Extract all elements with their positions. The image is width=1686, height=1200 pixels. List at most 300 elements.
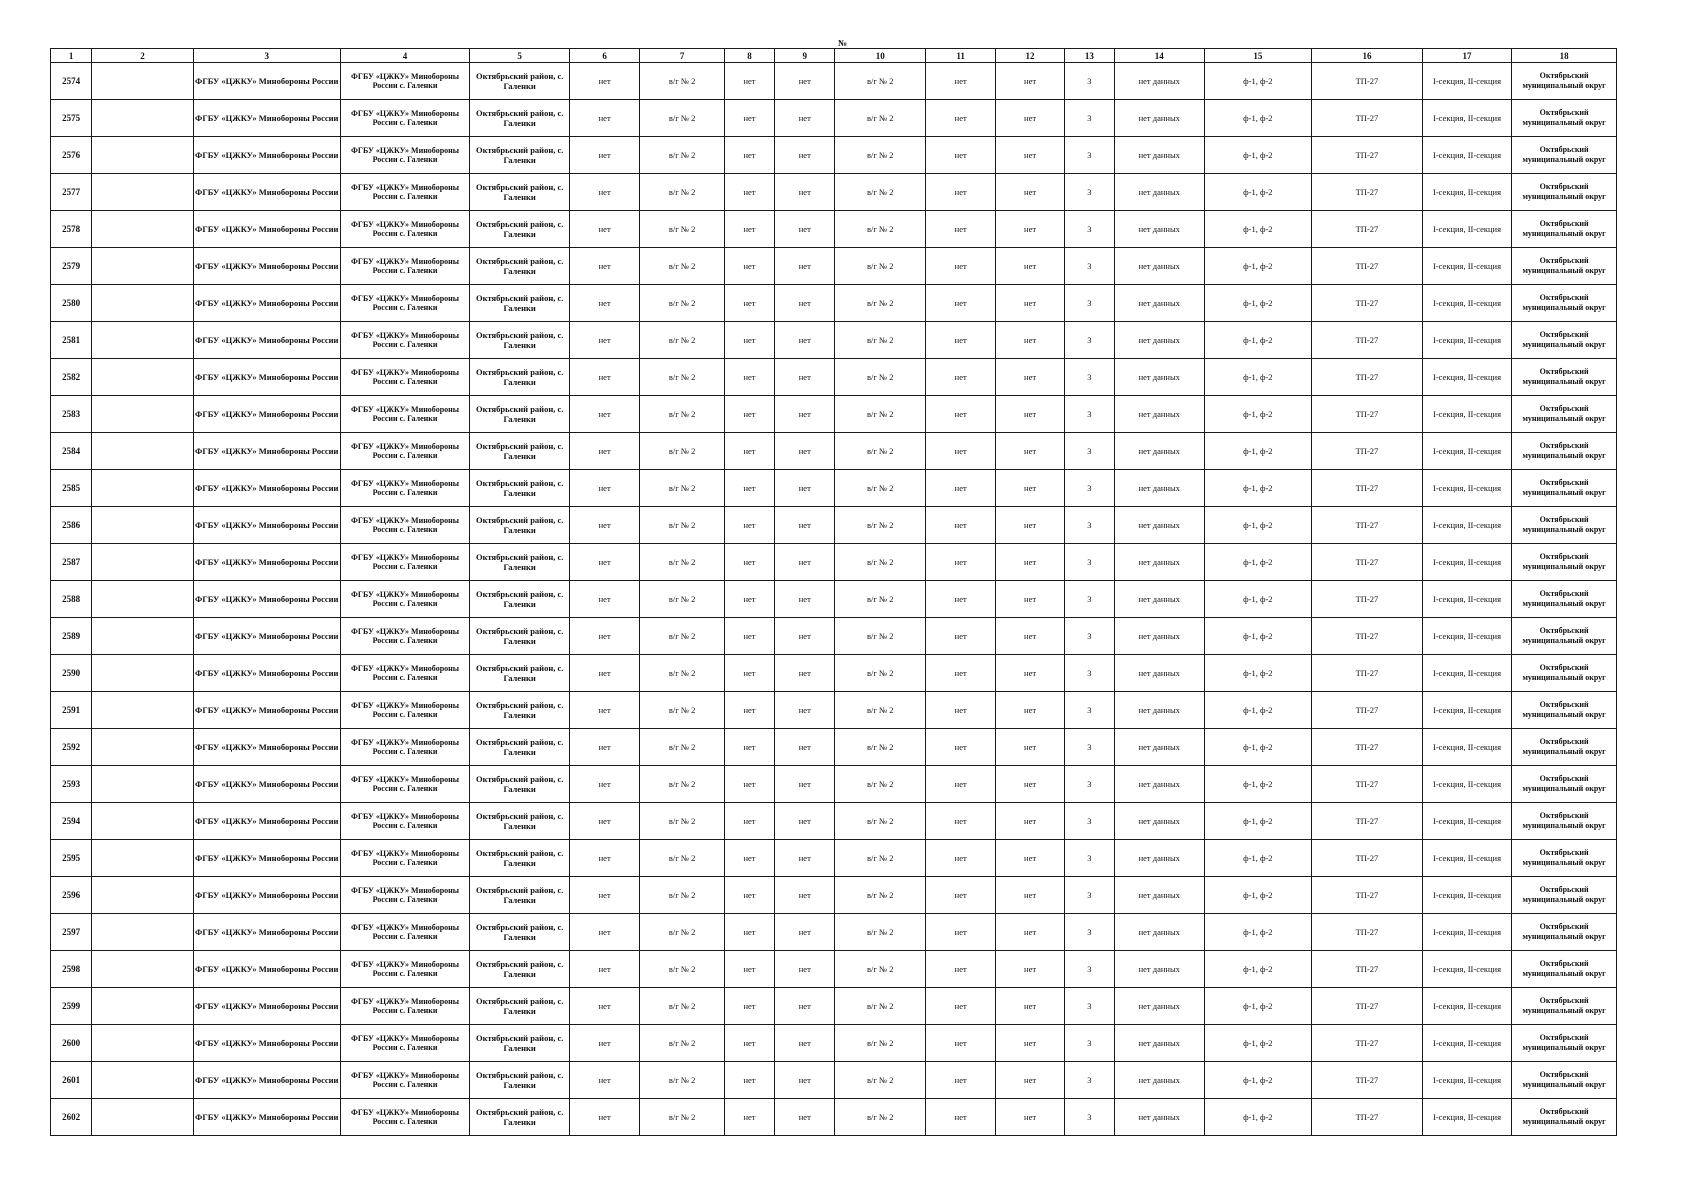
- object-cell: ФГБУ «ЦЖКУ» Минобороны России с. Галенки: [340, 618, 470, 655]
- cell-11: нет: [925, 359, 995, 396]
- data-status-cell: нет данных: [1115, 100, 1205, 137]
- table-row: [51, 655, 1617, 692]
- owner-code-cell: [92, 840, 194, 877]
- column-header: 3: [193, 49, 340, 63]
- owner-code-cell: [92, 507, 194, 544]
- cell-9: нет: [775, 359, 835, 396]
- district-cell: Октябрьский муниципальный округ: [1512, 211, 1617, 248]
- table-row: [51, 470, 1617, 507]
- district-cell: Октябрьский муниципальный округ: [1512, 174, 1617, 211]
- cell-12: нет: [996, 840, 1064, 877]
- category-cell: 3: [1064, 729, 1114, 766]
- table-row: [51, 433, 1617, 470]
- substation-cell: ТП-27: [1312, 137, 1423, 174]
- object-cell: ФГБУ «ЦЖКУ» Минобороны России с. Галенки: [340, 470, 470, 507]
- column-header: 7: [640, 49, 724, 63]
- cell-9: нет: [775, 914, 835, 951]
- data-status-cell: нет данных: [1115, 137, 1205, 174]
- cell-9: нет: [775, 729, 835, 766]
- category-cell: 3: [1064, 692, 1114, 729]
- table-row: [51, 840, 1617, 877]
- address-cell: Октябрьский район, с. Галенки: [470, 359, 570, 396]
- address-cell: Октябрьский район, с. Галенки: [470, 322, 570, 359]
- cell-11: нет: [925, 803, 995, 840]
- section-cell: I-секция, II-секция: [1422, 692, 1512, 729]
- district-cell: Октябрьский муниципальный округ: [1512, 1099, 1617, 1136]
- owner-cell: ФГБУ «ЦЖКУ» Минобороны России: [193, 618, 340, 655]
- cell-12: нет: [996, 359, 1064, 396]
- object-cell: ФГБУ «ЦЖКУ» Минобороны России с. Галенки: [340, 1099, 470, 1136]
- feeder-cell: ф-1, ф-2: [1204, 470, 1312, 507]
- address-cell: Октябрьский район, с. Галенки: [470, 100, 570, 137]
- section-cell: I-секция, II-секция: [1422, 174, 1512, 211]
- address-cell: Октябрьский район, с. Галенки: [470, 507, 570, 544]
- registry-sheet: [50, 48, 1617, 1136]
- cell-8: нет: [724, 840, 774, 877]
- row-number-cell: 2587: [51, 544, 92, 581]
- table-row: [51, 581, 1617, 618]
- cell-9: нет: [775, 766, 835, 803]
- cell-11: нет: [925, 137, 995, 174]
- feeder-cell: ф-1, ф-2: [1204, 211, 1312, 248]
- military-town-cell: в/г № 2: [835, 951, 926, 988]
- military-town-cell: в/г № 2: [640, 322, 724, 359]
- category-cell: 3: [1064, 359, 1114, 396]
- cell-8: нет: [724, 692, 774, 729]
- owner-code-cell: [92, 1025, 194, 1062]
- military-town-cell: в/г № 2: [640, 803, 724, 840]
- district-cell: Октябрьский муниципальный округ: [1512, 692, 1617, 729]
- cell-8: нет: [724, 803, 774, 840]
- owner-code-cell: [92, 211, 194, 248]
- military-town-cell: в/г № 2: [640, 507, 724, 544]
- substation-cell: ТП-27: [1312, 285, 1423, 322]
- cell-9: нет: [775, 396, 835, 433]
- cell-8: нет: [724, 507, 774, 544]
- district-cell: Октябрьский муниципальный округ: [1512, 100, 1617, 137]
- cell-6: нет: [569, 100, 639, 137]
- address-cell: Октябрьский район, с. Галенки: [470, 655, 570, 692]
- owner-code-cell: [92, 618, 194, 655]
- cell-11: нет: [925, 470, 995, 507]
- cell-9: нет: [775, 877, 835, 914]
- substation-cell: ТП-27: [1312, 729, 1423, 766]
- district-cell: Октябрьский муниципальный округ: [1512, 322, 1617, 359]
- cell-9: нет: [775, 174, 835, 211]
- owner-cell: ФГБУ «ЦЖКУ» Минобороны России: [193, 211, 340, 248]
- column-header: 6: [569, 49, 639, 63]
- address-cell: Октябрьский район, с. Галенки: [470, 1099, 570, 1136]
- cell-8: нет: [724, 544, 774, 581]
- owner-code-cell: [92, 803, 194, 840]
- cell-6: нет: [569, 211, 639, 248]
- feeder-cell: ф-1, ф-2: [1204, 729, 1312, 766]
- owner-cell: ФГБУ «ЦЖКУ» Минобороны России: [193, 396, 340, 433]
- military-town-cell: в/г № 2: [835, 692, 926, 729]
- owner-code-cell: [92, 63, 194, 100]
- section-cell: I-секция, II-секция: [1422, 1062, 1512, 1099]
- object-cell: ФГБУ «ЦЖКУ» Минобороны России с. Галенки: [340, 248, 470, 285]
- cell-12: нет: [996, 803, 1064, 840]
- military-town-cell: в/г № 2: [835, 359, 926, 396]
- military-town-cell: в/г № 2: [835, 100, 926, 137]
- cell-9: нет: [775, 988, 835, 1025]
- data-status-cell: нет данных: [1115, 1099, 1205, 1136]
- cell-8: нет: [724, 285, 774, 322]
- cell-11: нет: [925, 951, 995, 988]
- address-cell: Октябрьский район, с. Галенки: [470, 877, 570, 914]
- cell-6: нет: [569, 137, 639, 174]
- data-status-cell: нет данных: [1115, 951, 1205, 988]
- cell-6: нет: [569, 951, 639, 988]
- table-row: [51, 248, 1617, 285]
- military-town-cell: в/г № 2: [835, 507, 926, 544]
- row-number-cell: 2599: [51, 988, 92, 1025]
- substation-cell: ТП-27: [1312, 1025, 1423, 1062]
- row-number-cell: 2577: [51, 174, 92, 211]
- district-cell: Октябрьский муниципальный округ: [1512, 544, 1617, 581]
- object-cell: ФГБУ «ЦЖКУ» Минобороны России с. Галенки: [340, 988, 470, 1025]
- district-cell: Октябрьский муниципальный округ: [1512, 433, 1617, 470]
- section-cell: I-секция, II-секция: [1422, 507, 1512, 544]
- table-row: [51, 877, 1617, 914]
- column-header: 1: [51, 49, 92, 63]
- substation-cell: ТП-27: [1312, 692, 1423, 729]
- cell-9: нет: [775, 507, 835, 544]
- owner-cell: ФГБУ «ЦЖКУ» Минобороны России: [193, 322, 340, 359]
- address-cell: Октябрьский район, с. Галенки: [470, 63, 570, 100]
- section-cell: I-секция, II-секция: [1422, 322, 1512, 359]
- cell-11: нет: [925, 840, 995, 877]
- military-town-cell: в/г № 2: [835, 63, 926, 100]
- cell-9: нет: [775, 285, 835, 322]
- military-town-cell: в/г № 2: [835, 840, 926, 877]
- column-header: 16: [1312, 49, 1423, 63]
- registry-table: [50, 48, 1617, 1136]
- address-cell: Октябрьский район, с. Галенки: [470, 174, 570, 211]
- object-cell: ФГБУ «ЦЖКУ» Минобороны России с. Галенки: [340, 951, 470, 988]
- district-cell: Октябрьский муниципальный округ: [1512, 729, 1617, 766]
- district-cell: Октябрьский муниципальный округ: [1512, 951, 1617, 988]
- cell-6: нет: [569, 655, 639, 692]
- category-cell: 3: [1064, 618, 1114, 655]
- military-town-cell: в/г № 2: [640, 1062, 724, 1099]
- section-cell: I-секция, II-секция: [1422, 470, 1512, 507]
- cell-12: нет: [996, 322, 1064, 359]
- cell-6: нет: [569, 803, 639, 840]
- address-cell: Октябрьский район, с. Галенки: [470, 766, 570, 803]
- cell-12: нет: [996, 211, 1064, 248]
- column-header: 8: [724, 49, 774, 63]
- row-number-cell: 2592: [51, 729, 92, 766]
- section-cell: I-секция, II-секция: [1422, 359, 1512, 396]
- cell-6: нет: [569, 914, 639, 951]
- cell-8: нет: [724, 211, 774, 248]
- address-cell: Октябрьский район, с. Галенки: [470, 729, 570, 766]
- cell-11: нет: [925, 766, 995, 803]
- cell-8: нет: [724, 729, 774, 766]
- column-header: 13: [1064, 49, 1114, 63]
- object-cell: ФГБУ «ЦЖКУ» Минобороны России с. Галенки: [340, 285, 470, 322]
- feeder-cell: ф-1, ф-2: [1204, 433, 1312, 470]
- object-cell: ФГБУ «ЦЖКУ» Минобороны России с. Галенки: [340, 840, 470, 877]
- table-row: [51, 1025, 1617, 1062]
- section-cell: I-секция, II-секция: [1422, 211, 1512, 248]
- section-cell: I-секция, II-секция: [1422, 581, 1512, 618]
- row-number-cell: 2584: [51, 433, 92, 470]
- section-cell: I-секция, II-секция: [1422, 618, 1512, 655]
- cell-8: нет: [724, 396, 774, 433]
- cell-12: нет: [996, 729, 1064, 766]
- cell-8: нет: [724, 914, 774, 951]
- cell-12: нет: [996, 396, 1064, 433]
- category-cell: 3: [1064, 951, 1114, 988]
- military-town-cell: в/г № 2: [835, 618, 926, 655]
- owner-cell: ФГБУ «ЦЖКУ» Минобороны России: [193, 840, 340, 877]
- cell-6: нет: [569, 359, 639, 396]
- military-town-cell: в/г № 2: [640, 581, 724, 618]
- cell-11: нет: [925, 988, 995, 1025]
- owner-cell: ФГБУ «ЦЖКУ» Минобороны России: [193, 100, 340, 137]
- row-number-cell: 2578: [51, 211, 92, 248]
- substation-cell: ТП-27: [1312, 211, 1423, 248]
- table-row: [51, 137, 1617, 174]
- object-cell: ФГБУ «ЦЖКУ» Минобороны России с. Галенки: [340, 1062, 470, 1099]
- feeder-cell: ф-1, ф-2: [1204, 1062, 1312, 1099]
- substation-cell: ТП-27: [1312, 174, 1423, 211]
- cell-6: нет: [569, 581, 639, 618]
- owner-code-cell: [92, 248, 194, 285]
- owner-cell: ФГБУ «ЦЖКУ» Минобороны России: [193, 433, 340, 470]
- address-cell: Октябрьский район, с. Галенки: [470, 914, 570, 951]
- feeder-cell: ф-1, ф-2: [1204, 359, 1312, 396]
- cell-11: нет: [925, 729, 995, 766]
- feeder-cell: ф-1, ф-2: [1204, 655, 1312, 692]
- military-town-cell: в/г № 2: [835, 1062, 926, 1099]
- cell-12: нет: [996, 1062, 1064, 1099]
- cell-8: нет: [724, 322, 774, 359]
- object-cell: ФГБУ «ЦЖКУ» Минобороны России с. Галенки: [340, 211, 470, 248]
- category-cell: 3: [1064, 840, 1114, 877]
- cell-11: нет: [925, 1025, 995, 1062]
- cell-12: нет: [996, 877, 1064, 914]
- data-status-cell: нет данных: [1115, 248, 1205, 285]
- object-cell: ФГБУ «ЦЖКУ» Минобороны России с. Галенки: [340, 729, 470, 766]
- cell-11: нет: [925, 285, 995, 322]
- table-row: [51, 692, 1617, 729]
- object-cell: ФГБУ «ЦЖКУ» Минобороны России с. Галенки: [340, 803, 470, 840]
- table-row: [51, 285, 1617, 322]
- data-status-cell: нет данных: [1115, 729, 1205, 766]
- cell-8: нет: [724, 248, 774, 285]
- substation-cell: ТП-27: [1312, 248, 1423, 285]
- table-row: [51, 211, 1617, 248]
- category-cell: 3: [1064, 544, 1114, 581]
- substation-cell: ТП-27: [1312, 618, 1423, 655]
- address-cell: Октябрьский район, с. Галенки: [470, 470, 570, 507]
- cell-12: нет: [996, 1099, 1064, 1136]
- owner-code-cell: [92, 100, 194, 137]
- cell-6: нет: [569, 396, 639, 433]
- cell-6: нет: [569, 433, 639, 470]
- district-cell: Октябрьский муниципальный округ: [1512, 618, 1617, 655]
- table-row: [51, 618, 1617, 655]
- cell-8: нет: [724, 174, 774, 211]
- substation-cell: ТП-27: [1312, 396, 1423, 433]
- cell-11: нет: [925, 1062, 995, 1099]
- section-cell: I-секция, II-секция: [1422, 1025, 1512, 1062]
- registry-body: [51, 63, 1617, 1136]
- cell-8: нет: [724, 877, 774, 914]
- cell-12: нет: [996, 433, 1064, 470]
- feeder-cell: ф-1, ф-2: [1204, 840, 1312, 877]
- feeder-cell: ф-1, ф-2: [1204, 1099, 1312, 1136]
- military-town-cell: в/г № 2: [640, 359, 724, 396]
- owner-code-cell: [92, 729, 194, 766]
- military-town-cell: в/г № 2: [640, 766, 724, 803]
- data-status-cell: нет данных: [1115, 211, 1205, 248]
- military-town-cell: в/г № 2: [835, 766, 926, 803]
- cell-12: нет: [996, 174, 1064, 211]
- table-row: [51, 1099, 1617, 1136]
- address-cell: Октябрьский район, с. Галенки: [470, 248, 570, 285]
- feeder-cell: ф-1, ф-2: [1204, 877, 1312, 914]
- military-town-cell: в/г № 2: [640, 396, 724, 433]
- cell-9: нет: [775, 1062, 835, 1099]
- owner-code-cell: [92, 914, 194, 951]
- table-row: [51, 988, 1617, 1025]
- row-number-cell: 2600: [51, 1025, 92, 1062]
- feeder-cell: ф-1, ф-2: [1204, 137, 1312, 174]
- table-row: [51, 766, 1617, 803]
- column-header: 5: [470, 49, 570, 63]
- substation-cell: ТП-27: [1312, 359, 1423, 396]
- data-status-cell: нет данных: [1115, 581, 1205, 618]
- owner-code-cell: [92, 470, 194, 507]
- table-row: [51, 174, 1617, 211]
- military-town-cell: в/г № 2: [640, 914, 724, 951]
- feeder-cell: ф-1, ф-2: [1204, 507, 1312, 544]
- data-status-cell: нет данных: [1115, 433, 1205, 470]
- feeder-cell: ф-1, ф-2: [1204, 951, 1312, 988]
- section-cell: I-секция, II-секция: [1422, 766, 1512, 803]
- substation-cell: ТП-27: [1312, 1062, 1423, 1099]
- cell-12: нет: [996, 1025, 1064, 1062]
- cell-11: нет: [925, 433, 995, 470]
- feeder-cell: ф-1, ф-2: [1204, 692, 1312, 729]
- substation-cell: ТП-27: [1312, 951, 1423, 988]
- category-cell: 3: [1064, 507, 1114, 544]
- cell-9: нет: [775, 137, 835, 174]
- military-town-cell: в/г № 2: [640, 174, 724, 211]
- column-header: 2: [92, 49, 194, 63]
- column-header: 14: [1115, 49, 1205, 63]
- cell-12: нет: [996, 100, 1064, 137]
- category-cell: 3: [1064, 1099, 1114, 1136]
- owner-code-cell: [92, 766, 194, 803]
- military-town-cell: в/г № 2: [640, 951, 724, 988]
- table-row: [51, 507, 1617, 544]
- owner-cell: ФГБУ «ЦЖКУ» Минобороны России: [193, 1099, 340, 1136]
- object-cell: ФГБУ «ЦЖКУ» Минобороны России с. Галенки: [340, 507, 470, 544]
- cell-9: нет: [775, 840, 835, 877]
- table-row: [51, 100, 1617, 137]
- data-status-cell: нет данных: [1115, 470, 1205, 507]
- row-number-cell: 2582: [51, 359, 92, 396]
- cell-12: нет: [996, 507, 1064, 544]
- row-number-cell: 2593: [51, 766, 92, 803]
- cell-6: нет: [569, 692, 639, 729]
- military-town-cell: в/г № 2: [835, 396, 926, 433]
- district-cell: Октябрьский муниципальный округ: [1512, 877, 1617, 914]
- row-number-cell: 2590: [51, 655, 92, 692]
- cell-6: нет: [569, 470, 639, 507]
- column-header: 15: [1204, 49, 1312, 63]
- district-cell: Октябрьский муниципальный округ: [1512, 137, 1617, 174]
- row-number-cell: 2594: [51, 803, 92, 840]
- cell-6: нет: [569, 322, 639, 359]
- cell-8: нет: [724, 581, 774, 618]
- category-cell: 3: [1064, 248, 1114, 285]
- cell-9: нет: [775, 433, 835, 470]
- feeder-cell: ф-1, ф-2: [1204, 914, 1312, 951]
- military-town-cell: в/г № 2: [835, 729, 926, 766]
- military-town-cell: в/г № 2: [640, 470, 724, 507]
- cell-11: нет: [925, 655, 995, 692]
- cell-8: нет: [724, 63, 774, 100]
- owner-code-cell: [92, 951, 194, 988]
- cell-11: нет: [925, 507, 995, 544]
- cell-11: нет: [925, 914, 995, 951]
- column-header: 4: [340, 49, 470, 63]
- cell-8: нет: [724, 1062, 774, 1099]
- category-cell: 3: [1064, 285, 1114, 322]
- data-status-cell: нет данных: [1115, 1025, 1205, 1062]
- table-row: [51, 914, 1617, 951]
- row-number-cell: 2576: [51, 137, 92, 174]
- district-cell: Октябрьский муниципальный округ: [1512, 248, 1617, 285]
- substation-cell: ТП-27: [1312, 544, 1423, 581]
- cell-9: нет: [775, 655, 835, 692]
- substation-cell: ТП-27: [1312, 803, 1423, 840]
- owner-cell: ФГБУ «ЦЖКУ» Минобороны России: [193, 988, 340, 1025]
- military-town-cell: в/г № 2: [640, 988, 724, 1025]
- military-town-cell: в/г № 2: [835, 248, 926, 285]
- owner-cell: ФГБУ «ЦЖКУ» Минобороны России: [193, 1025, 340, 1062]
- object-cell: ФГБУ «ЦЖКУ» Минобороны России с. Галенки: [340, 914, 470, 951]
- military-town-cell: в/г № 2: [640, 655, 724, 692]
- section-cell: I-секция, II-секция: [1422, 803, 1512, 840]
- military-town-cell: в/г № 2: [640, 840, 724, 877]
- military-town-cell: в/г № 2: [640, 618, 724, 655]
- row-number-cell: 2597: [51, 914, 92, 951]
- military-town-cell: в/г № 2: [835, 1099, 926, 1136]
- object-cell: ФГБУ «ЦЖКУ» Минобороны России с. Галенки: [340, 766, 470, 803]
- substation-cell: ТП-27: [1312, 100, 1423, 137]
- address-cell: Октябрьский район, с. Галенки: [470, 137, 570, 174]
- district-cell: Октябрьский муниципальный округ: [1512, 470, 1617, 507]
- substation-cell: ТП-27: [1312, 322, 1423, 359]
- military-town-cell: в/г № 2: [640, 433, 724, 470]
- object-cell: ФГБУ «ЦЖКУ» Минобороны России с. Галенки: [340, 433, 470, 470]
- feeder-cell: ф-1, ф-2: [1204, 1025, 1312, 1062]
- cell-12: нет: [996, 581, 1064, 618]
- data-status-cell: нет данных: [1115, 507, 1205, 544]
- cell-8: нет: [724, 137, 774, 174]
- substation-cell: ТП-27: [1312, 766, 1423, 803]
- cell-9: нет: [775, 1099, 835, 1136]
- feeder-cell: ф-1, ф-2: [1204, 803, 1312, 840]
